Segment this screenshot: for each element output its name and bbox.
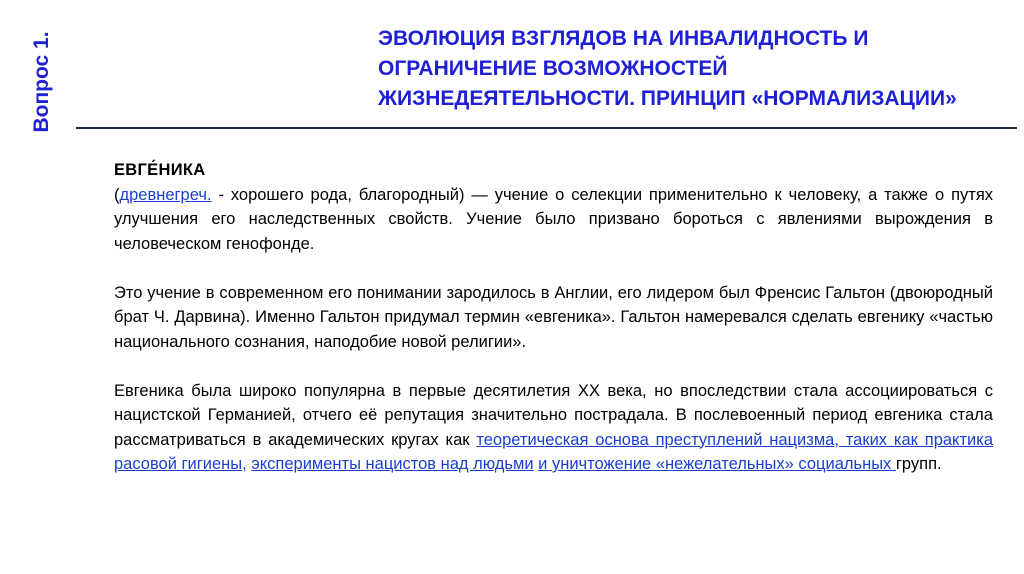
- paragraph-gap: [114, 256, 993, 281]
- term-heading: ЕВГЕ́НИКА: [114, 161, 206, 179]
- history-end-text: групп.: [895, 455, 942, 473]
- open-paren: (: [114, 185, 120, 204]
- link-theoretical-basis[interactable]: теоретическая основа преступлений нацизма, таких как практика расовой гигиены,: [114, 430, 993, 473]
- link-nazi-experiments[interactable]: эксперименты нацистов над людьми: [251, 455, 534, 473]
- paragraph-history: [114, 379, 993, 477]
- definition-text: - хорошего рода, благородный) — учение о селекции применительно к человеку, а также о путях улучшения его наследственных свойств. Учение было призвано бороться с явлениями вырождения в человеческом генофонде.: [114, 185, 993, 253]
- paragraph-definition: [114, 183, 993, 257]
- question-label-text: Вопрос 1.: [30, 31, 53, 133]
- link-ancient-greek[interactable]: древнегреч.: [119, 185, 212, 204]
- title-line: ЭВОЛЮЦИЯ ВЗГЛЯДОВ НА ИНВАЛИДНОСТЬ И: [378, 27, 869, 50]
- history-text: Евгеника была широко популярна в первые десятилетия XX века, но впоследствии стала ассоциироваться с нацистской Германией, отчего её репутация значительно пострадала. В послевоенный период евгеника стала рассматриваться в академических кругах как: [114, 381, 993, 449]
- paragraph-galton: Это учение в современном его понимании зародилось в Англии, его лидером был Френсис Гальтон (двоюродный брат Ч. Дарвина). Именно Гальтон придумал термин «евгеника». Гальтон намеревался сделать евгенику «частью национального сознания, наподобие новой религии».: [114, 283, 993, 351]
- slide-title: [378, 24, 998, 114]
- question-label: [6, 30, 70, 140]
- slide-body: [114, 158, 993, 477]
- title-line: ЖИЗНЕДЕЯТЕЛЬНОСТИ. ПРИНЦИП «НОРМАЛИЗАЦИИ»: [378, 87, 957, 110]
- link-extermination[interactable]: и уничтожение «нежелательных» социальных: [538, 455, 896, 473]
- title-divider: [76, 127, 1017, 129]
- title-line: ОГРАНИЧЕНИЕ ВОЗМОЖНОСТЕЙ: [378, 57, 728, 80]
- paragraph-gap: [114, 354, 993, 379]
